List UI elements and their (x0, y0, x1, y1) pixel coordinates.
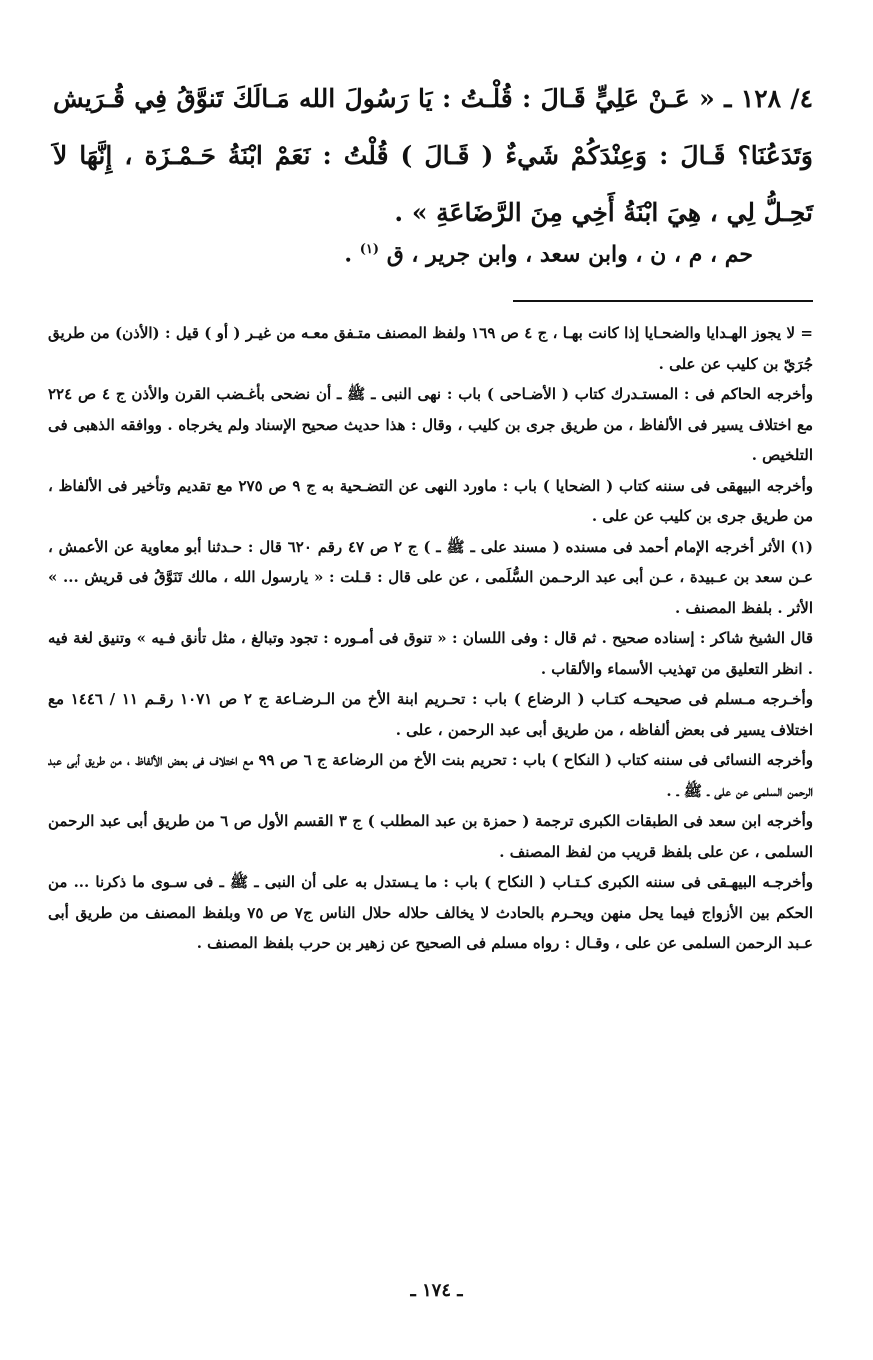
sources-text: حم ، م ، ن ، وابن سعد ، وابن جرير ، ق (386, 241, 753, 268)
footnote-marker: (١) (359, 242, 380, 257)
sources-end: . (344, 241, 353, 268)
footnote-paragraph: = لا يجوز الهـدايا والضحـايا إذا كانت بهـا ، ج ٤ ص ١٦٩ ولفظ المصنف متـفق معـه من غيـر ( أو ) قيل : (الأذن) من طريق جُرَيّ بن كليب عن على . (48, 324, 813, 373)
footnote-paragraph: (١) الأثر أخرجه الإمام أحمد فى مسنده ( مسند على ـ ﷺ ـ ) ج ٢ ص ٤٧ رقم ٦٢٠ قال : حـدثنا أبو معاوية عن الأعمش ، عـن سعد بن عـبيدة ، عـن أبى عبد الرحـمن السُّلَمى ، عن على قال : قـلت : « يارسول الله ، مالك تَنَوَّقُ فى قريش ... » الأثر . بلفظ المصنف . (48, 537, 813, 617)
footnote-paragraph: وأخرجه ابن سعد فى الطبقات الكبرى ترجمة ( حمزة بن عبد المطلب ) ج ٣ القسم الأول ص ٦ من طريق أبى عبد الرحمن السلمى ، عن على بلفظ قريب من لفظ المصنف . (48, 812, 814, 861)
footnote-paragraph: وأخرجه البيهقى فى سننه كتاب ( الضحايا ) باب : ماورد النهى عن التضـحية به ج ٩ ص ٢٧٥ مع تقديم وتأخير فى الألفاظ ، من طريق جرى بن كليب عن على . (48, 476, 813, 525)
hadith-text-block (53, 70, 813, 241)
footnote-paragraph: وأخـرجه مـسلم فى صحيحـه كتـاب ( الرضاع ) باب : تحـريم ابنة الأخ من الـرضـاعة ج ٢ ص ١٠٧١ رقـم ١١ / ١٤٤٦ مع اختلاف يسير فى بعض ألفاظه ، من طريق أبى عبد الرحمن ، على . (48, 690, 813, 739)
hadith-text: ٤/ ١٢٨ ـ « عَـنْ عَلِيٍّ قَـالَ : قُلْـتُ : يَا رَسُولَ الله مَـالَكَ تَنوَّقُ فِي قُـرَيش وَتَدَعُنَا؟ قَـالَ : وَعِنْدَكُمْ شَيءٌ ( قَـالَ ) قُلْتُ : نَعَمْ ابْنَةُ حَـمْـزَة ، إِنَّهَا لاَ تَحِـلُّ لِي ، هِيَ ابْنَةُ أَخِي مِنَ الرَّضَاعَةِ » . (53, 84, 813, 227)
footnote-paragraph: قال الشيخ شاكر : إسناده صحيح . ثم قال : وفى اللسان : « تنوق فى أمـوره : تجود وتبالغ ، مثل تأنق فـيه » وتنيق لغة فيه . انظر التعليق من تهذيب الأسماء والألقاب . (48, 629, 813, 678)
footnotes-block (48, 318, 813, 959)
footnote-separator-rule (513, 300, 813, 302)
page-number: ـ ١٧٤ ـ (410, 1280, 463, 1301)
footnote-paragraph: وأخرجه النسائى فى سننه كتاب ( النكاح ) باب : تحريم بنت الأخ من الرضاعة ج ٦ ص ٩٩ مع اختلاف فى بعض الألفاظ ، من طريق أبى عبد الرحمن السلمى عن على ـ ﷺ ـ . (48, 751, 813, 800)
footnote-paragraph: وأخرجـه البيهـقى فى سننه الكبرى كـتـاب ( النكاح ) باب : ما يـستدل به على أن النبى ـ ﷺ ـ فى سـوى ما ذكرنا ... من الحكم بين الأزواج فيما يحل منهن ويحـرم بالحادث لا يخالف حلاله حلال الناس ج٧ ص ٧٥ وبلفظ المصنف من طريق أبى عـبد الرحمن السلمى عن على ، وقـال : رواه مسلم فى الصحيح عن زهير بن حرب بلفظ المصنف . (48, 873, 813, 952)
footnote-paragraph: وأخرجه الحاكم فى : المستـدرك كتاب ( الأضـاحى ) باب : نهى النبى ـ ﷺ ـ أن نضحى بأغـضب القرن والأذن ج ٤ ص ٢٢٤ مع اختلاف يسير فى الألفاظ ، من طريق جرى بن كليب ، وقال : هذا حديث صحيح الإسناد ولم يخرجاه . ووافقه الذهبى فى التلخيص . (48, 385, 813, 464)
hadith-sources-line (113, 230, 753, 274)
